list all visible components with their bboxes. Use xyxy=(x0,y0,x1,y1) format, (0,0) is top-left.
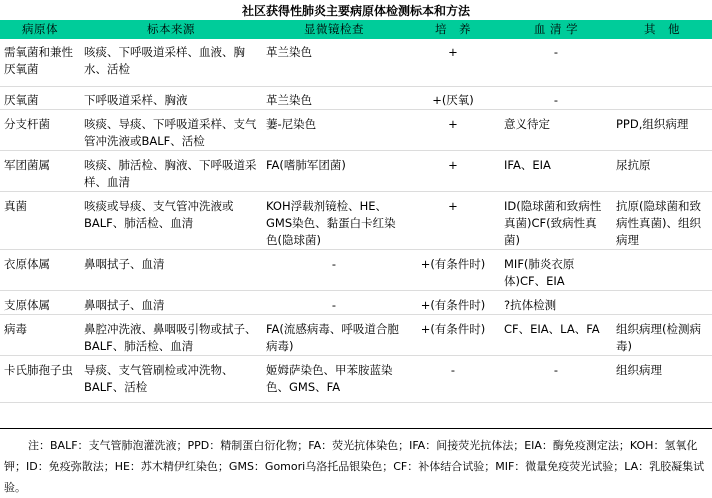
table-title: 社区获得性肺炎主要病原体检测标本和方法 xyxy=(241,4,470,18)
cell-culture: - xyxy=(406,356,500,403)
cell-pathogen: 卡氏肺孢子虫 xyxy=(0,356,80,403)
cell-pathogen: 病毒 xyxy=(0,315,80,356)
header-specimen: 标本来源 xyxy=(80,20,262,39)
cell-microscopy: - xyxy=(262,291,406,315)
header-microscopy: 显微镜检查 xyxy=(262,20,406,39)
cell-microscopy: 革兰染色 xyxy=(262,87,406,110)
cell-other xyxy=(612,87,712,110)
cell-specimen: 鼻腔冲洗液、鼻咽吸引物或拭子、BALF、肺活检、血清 xyxy=(80,315,262,356)
cell-other xyxy=(612,39,712,87)
cell-other: 尿抗原 xyxy=(612,151,712,192)
cell-microscopy: FA(嗜肺军团菌) xyxy=(262,151,406,192)
cell-pathogen: 厌氧菌 xyxy=(0,87,80,110)
cell-other xyxy=(612,291,712,315)
cell-culture: +(厌氧) xyxy=(406,87,500,110)
cell-pathogen: 分支杆菌 xyxy=(0,110,80,151)
header-serology: 血 清 学 xyxy=(500,20,612,39)
cell-serology: IFA、EIA xyxy=(500,151,612,192)
cell-culture: +(有条件时) xyxy=(406,250,500,291)
cell-serology: ?抗体检测 xyxy=(500,291,612,315)
cell-pathogen: 衣原体属 xyxy=(0,250,80,291)
cell-culture: +(有条件时) xyxy=(406,291,500,315)
table-row xyxy=(0,110,712,151)
table-row xyxy=(0,151,712,192)
table-row xyxy=(0,87,712,110)
cell-pathogen: 军团菌属 xyxy=(0,151,80,192)
cell-culture: + xyxy=(406,110,500,151)
cell-serology: 意义待定 xyxy=(500,110,612,151)
cell-culture: + xyxy=(406,39,500,87)
cell-specimen: 导痰、支气管刷检或冲洗物、BALF、活检 xyxy=(80,356,262,403)
header-other: 其 他 xyxy=(612,20,712,39)
cell-microscopy: 革兰染色 xyxy=(262,39,406,87)
cell-specimen: 鼻咽拭子、血清 xyxy=(80,291,262,315)
table-row xyxy=(0,250,712,291)
cell-specimen: 鼻咽拭子、血清 xyxy=(80,250,262,291)
cell-culture: + xyxy=(406,192,500,250)
footnote: 注：BALF：支气管肺泡灌洗液；PPD：精制蛋白衍化物；FA：荧光抗体染色；IFA：间接荧光抗体法；EIA：酶免疫测定法；KOH：氢氧化钾；ID：免疫弥散法；HE：苏木精伊红染色；GMS：Gomori乌洛托品银染色；CF：补体结合试验；MIF：微量免疫荧光试验；LA：乳胶凝集试验。 xyxy=(0,428,712,498)
cell-specimen: 咳痰、下呼吸道采样、血液、胸水、活检 xyxy=(80,39,262,87)
header-row xyxy=(0,20,712,39)
cell-specimen: 咳痰或导痰、支气管冲洗液或BALF、肺活检、血清 xyxy=(80,192,262,250)
table-row xyxy=(0,39,712,87)
cell-specimen: 咳痰、肺活检、胸液、下呼吸道采样、血清 xyxy=(80,151,262,192)
cell-serology: MIF(肺炎衣原体)CF、EIA xyxy=(500,250,612,291)
table-row xyxy=(0,291,712,315)
cell-microscopy: KOH浮载剂镜检、HE、GMS染色、黏蛋白卡红染色(隐球菌) xyxy=(262,192,406,250)
cell-other: 组织病理(检测病毒) xyxy=(612,315,712,356)
cell-other xyxy=(612,250,712,291)
table-row xyxy=(0,356,712,403)
header-pathogen: 病原体 xyxy=(0,20,80,39)
cell-other: PPD,组织病理 xyxy=(612,110,712,151)
cell-microscopy: FA(流感病毒、呼吸道合胞病毒) xyxy=(262,315,406,356)
cell-other: 抗原(隐球菌和致病性真菌)、组织病理 xyxy=(612,192,712,250)
table-row xyxy=(0,192,712,250)
cell-pathogen: 支原体属 xyxy=(0,291,80,315)
cell-microscopy: 萋-尼染色 xyxy=(262,110,406,151)
table-row xyxy=(0,315,712,356)
pathogen-table xyxy=(0,20,712,403)
cell-pathogen: 需氧菌和兼性厌氧菌 xyxy=(0,39,80,87)
cell-specimen: 下呼吸道采样、胸液 xyxy=(80,87,262,110)
cell-serology: - xyxy=(500,356,612,403)
cell-culture: + xyxy=(406,151,500,192)
cell-serology: - xyxy=(500,39,612,87)
cell-specimen: 咳痰、导痰、下呼吸道采样、支气管冲洗液或BALF、活检 xyxy=(80,110,262,151)
cell-culture: +(有条件时) xyxy=(406,315,500,356)
cell-pathogen: 真菌 xyxy=(0,192,80,250)
cell-serology: ID(隐球菌和致病性真菌)CF(致病性真菌) xyxy=(500,192,612,250)
cell-other: 组织病理 xyxy=(612,356,712,403)
cell-microscopy: - xyxy=(262,250,406,291)
cell-serology: - xyxy=(500,87,612,110)
cell-microscopy: 姬姆萨染色、甲苯胺蓝染色、GMS、FA xyxy=(262,356,406,403)
header-culture: 培 养 xyxy=(406,20,500,39)
cell-serology: CF、EIA、LA、FA xyxy=(500,315,612,356)
